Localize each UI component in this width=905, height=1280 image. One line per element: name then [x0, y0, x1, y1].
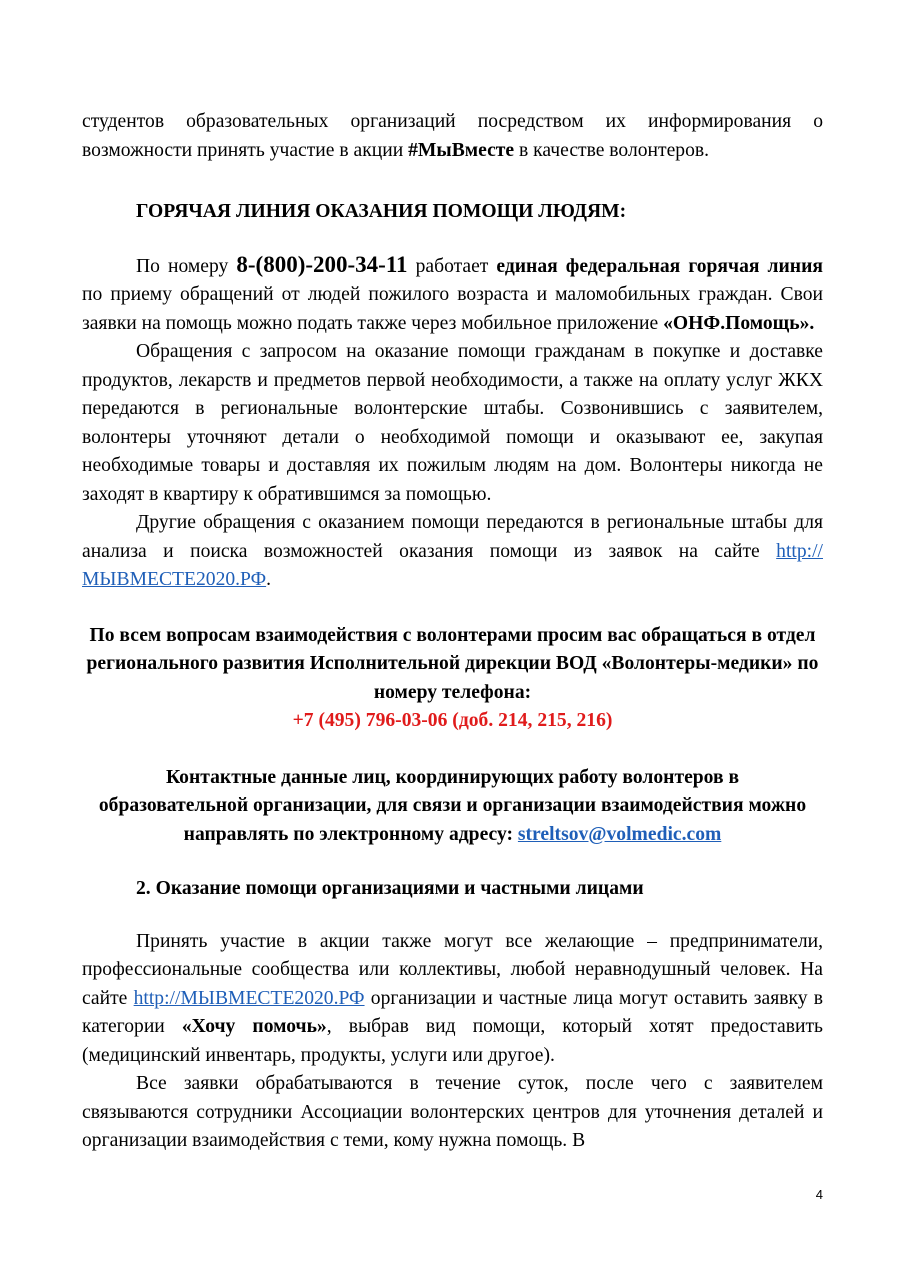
intro-paragraph [82, 108, 823, 165]
hotline-p3-before: Другие обращения с оказанием помощи передаются в региональные штабы для анализа и поиска возможностей оказания помощи из заявок на сайте [82, 512, 823, 562]
hotline-p1-before: По номеру [136, 255, 237, 277]
hotline-heading: ГОРЯЧАЯ ЛИНИЯ ОКАЗАНИЯ ПОМОЩИ ЛЮДЯМ: [136, 201, 627, 222]
hotline-p1-middle: работает [407, 255, 497, 277]
section2-p1-bold: «Хочу помочь» [181, 1016, 327, 1037]
section2-heading: 2. Оказание помощи организациями и частными лицами [136, 878, 644, 899]
section2-paragraph-2: Все заявки обрабатываются в течение суток, после чего с заявителем связываются сотрудники Ассоциации волонтерских центров для уточнения деталей и организации взаимодействия с теми, кому нужна помощь. В [82, 1073, 823, 1151]
hotline-paragraph-1 [82, 251, 823, 339]
site-link[interactable]: http://МЫВМЕСТЕ2020.РФ [82, 540, 823, 590]
hotline-paragraph-2: Обращения с запросом на оказание помощи гражданам в покупке и доставке продуктов, лекарств и предметов первой необходимости, а также на оплату услуг ЖКХ передаются в региональные волонтерские штабы. Созвонившись с заявителем, волонтеры уточняют детали о необходимой помощи и оказывают ее, закупая необходимые товары и доставляя их пожилым людям на дом. Волонтеры никогда не заходят в квартиру к обратившимся за помощью. [82, 341, 823, 505]
page-number: 4 [815, 1187, 823, 1202]
hotline-app-name: «ОНФ.Помощь». [663, 312, 815, 334]
hotline-p1-bold: единая федеральная горячая линия [496, 255, 823, 277]
document-page [82, 108, 823, 1156]
hotline-p1-after: по приему обращений от людей пожилого возраста и маломобильных граждан. Свои заявки на помощь можно подать также через мобильное приложение [82, 284, 823, 334]
hashtag: #МыВместе [408, 139, 515, 161]
email-block [82, 764, 823, 850]
section2-p1-after: , выбрав вид помощи, который хотят предоставить (медицинский инвентарь, продукты, услуги или другое). [82, 1016, 823, 1066]
intro-text: студентов образовательных организаций посредством их информирования о возможности принять участие в акции [82, 111, 823, 161]
intro-text-after: в качестве волонтеров. [514, 139, 710, 161]
site-link-2[interactable]: http://МЫВМЕСТЕ2020.РФ [133, 987, 365, 1009]
hotline-paragraph-3 [82, 509, 823, 595]
contact-block-text: По всем вопросам взаимодействия с волонтерами просим вас обращаться в отдел регионального развития Исполнительной дирекции ВОД «Волонтеры-медики» по номеру телефона: [86, 624, 819, 703]
email-block-text: Контактные данные лиц, координирующих работу волонтеров в образовательной организации, для связи и организации взаимодействия можно направлять по электронному адресу: [98, 766, 807, 845]
section2-paragraph-1 [82, 928, 823, 1071]
email-link[interactable]: streltsov@volmedic.com [517, 823, 722, 845]
hotline-p3-after: . [266, 569, 272, 590]
section2-p1-before: Принять участие в акции также могут все желающие – предприниматели, профессиональные сообщества или коллективы, любой неравнодушный человек. На сайте [82, 930, 823, 1009]
section2-p1-middle: организации и частные лица могут оставить заявку в категории [82, 987, 823, 1037]
contact-phone: +7 (495) 796-03-06 (доб. 214, 215, 216) [292, 710, 613, 731]
hotline-phone: 8-(800)-200-34-11 [236, 251, 408, 277]
